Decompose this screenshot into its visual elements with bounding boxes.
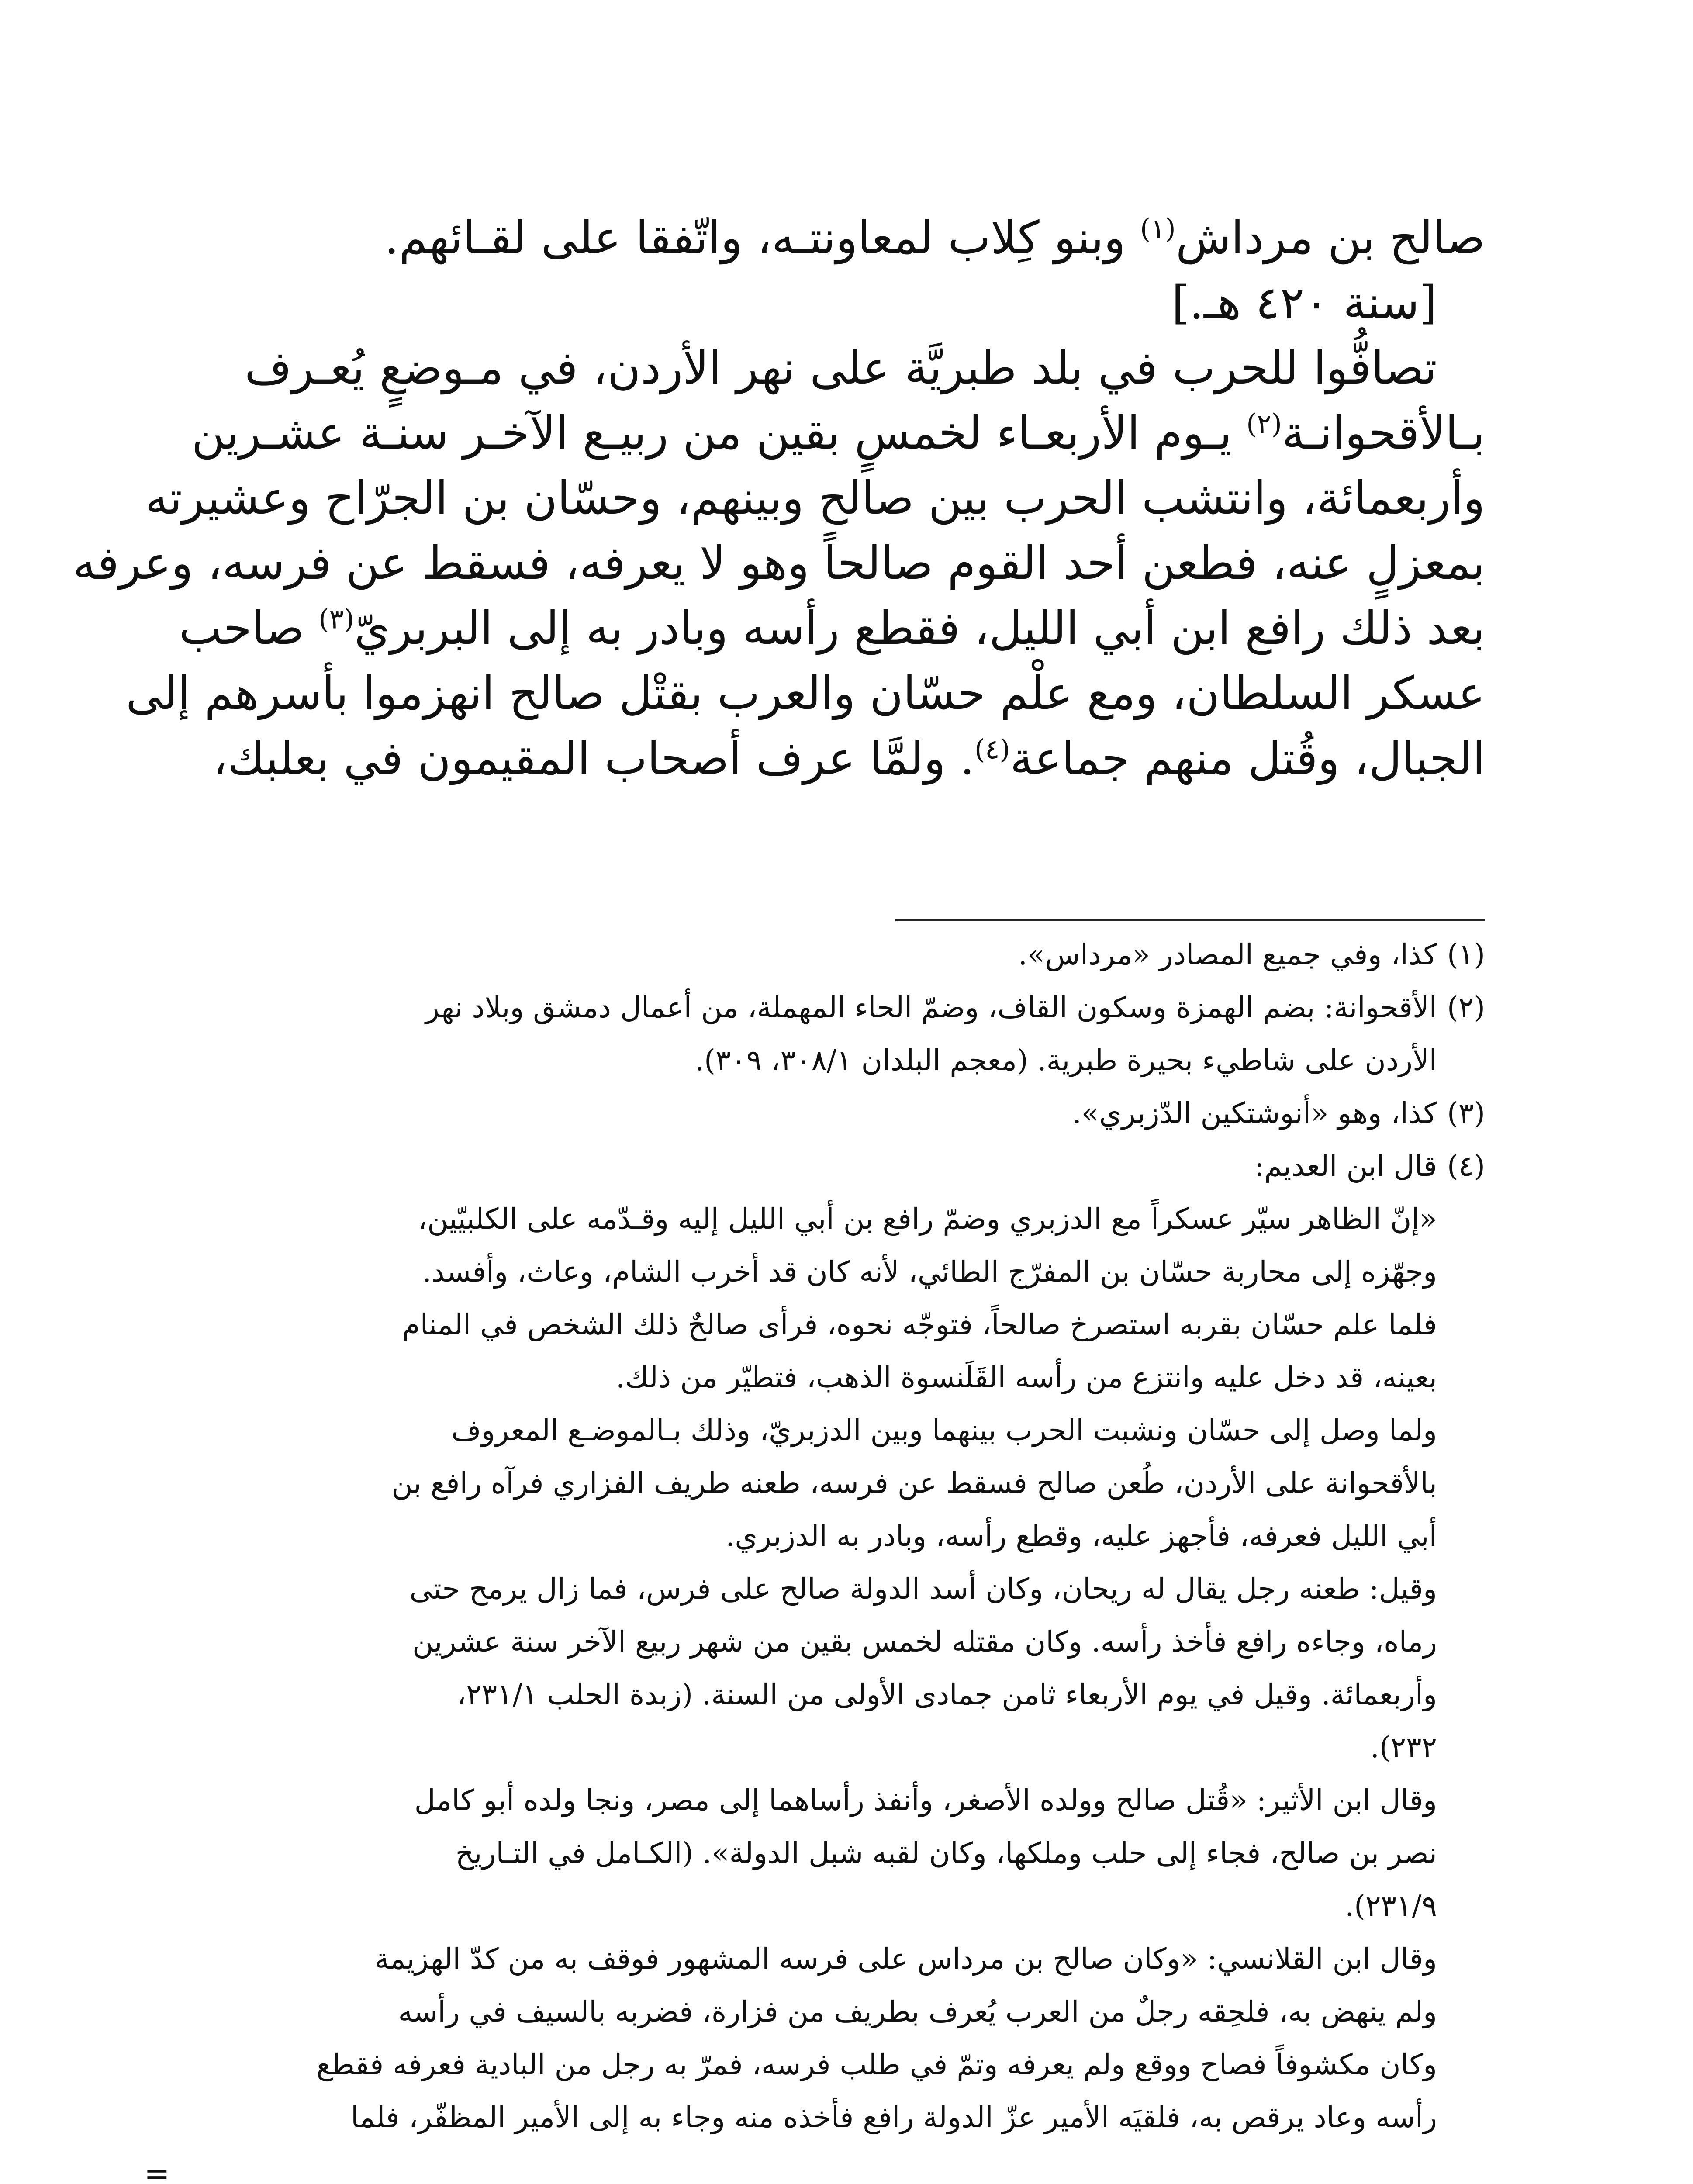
footnote-line: وقيل: طعنه رجل يقال له ريحان، وكان أسد الدولة صالح على فرس، فما زال يرمح حتى — [409, 1572, 1437, 1606]
footnote-line: بعينه، قد دخل عليه وانتزع من رأسه القَلَنسوة الذهب، فتطيّر من ذلك. — [616, 1361, 1437, 1394]
footnote-line: ٢٣٢). — [1370, 1731, 1437, 1764]
footnote-line: «إنّ الظاهر سيّر عسكراً مع الدزبري وضمّ رافع بن أبي الليل إليه وقـدّمه على الكلبيّين، — [418, 1202, 1437, 1236]
footnote-4 — [245, 1140, 1485, 2144]
footnote-line: وكان مكشوفاً فصاح ووقع ولم يعرفه وتمّ في طلب فرسه، فمرّ به رجل من البادية فعرفه فقطع — [316, 2048, 1437, 2081]
footnote-line: كذا، وفي جميع المصادر «مرداس». — [1018, 938, 1437, 971]
footnote-line: وأربعمائة. وقيل في يوم الأربعاء ثامن جمادى الأولى من السنة. (زبدة الحلب ٢٣١/١، — [456, 1678, 1437, 1711]
main-line-4: بـالأقحوانـة$^{(٢)}$ يـوم الأربعـاء لخمسٍ بقين من ربيـع الآخـر سنـة عشـرين — [191, 406, 1485, 460]
footnote-line: رأسه وعاد يرقص به، فلقيَه الأمير عزّ الدولة رافع فأخذه منه وجاء به إلى الأمير المظفّر، فلما — [351, 2101, 1437, 2134]
footnote-line: نصر بن صالح، فجاء إلى حلب وملكها، وكان لقبه شبل الدولة». (الكـامل في التـاريخ — [455, 1836, 1437, 1870]
footnote-line: قال ابن العديم: — [1254, 1149, 1437, 1183]
footnote-3 — [245, 1087, 1485, 1140]
main-line-7: بعد ذلك رافع ابن أبي الليل، فقطع رأسه وبادر به إلى البربريّ$^{(٣)}$ صاحب — [179, 601, 1485, 655]
footnotes — [245, 928, 1485, 2144]
footnote-line: وقال ابن الأثير: «قُتل صالح وولده الأصغر، وأنفذ رأساهما إلى مصر، ونجا ولده أبو كامل — [414, 1783, 1437, 1817]
main-line-5: وأربعمائة، وانتشب الحرب بين صالح وبينهم، وحسّان بن الجرّاح وعشيرته — [145, 471, 1485, 525]
main-text — [73, 205, 1485, 791]
main-line-6: بمعزلٍ عنه، فطعن أحد القوم صالحاً وهو لا يعرفه، فسقط عن فرسه، وعرفه — [73, 536, 1485, 590]
main-line-1: صالح بن مرداش$^{(١)}$ وبنو كِلاب لمعاونتـه، واتّفقا على لقـائهم. — [384, 211, 1485, 264]
footnote-1 — [245, 928, 1485, 981]
footnote-line: فلما علم حسّان بقربه استصرخ صالحاً، فتوجّه نحوه، فرأى صالحٌ ذلك الشخص في المنام — [402, 1308, 1437, 1341]
footnote-number: (٣) — [1447, 1096, 1485, 1130]
footnote-line: الأقحوانة: بضم الهمزة وسكون القاف، وضمّ الحاء المهملة، من أعمال دمشق وبلاد نهر — [425, 991, 1437, 1024]
footnote-line: ولما وصل إلى حسّان ونشبت الحرب بينهما وبين الدزبريّ، وذلك بـالموضـع المعروف — [451, 1413, 1437, 1447]
footnote-number: (٢) — [1447, 991, 1485, 1024]
footnote-number: (١) — [1447, 938, 1485, 971]
main-line-9: الجبال، وقُتل منهم جماعة$^{(٤)}$. ولمَّا عرف أصحاب المقيمون في بعلبك، — [213, 732, 1485, 785]
footnote-line: أبي الليل فعرفه، فأجهز عليه، وقطع رأسه، وبادر به الدزبري. — [726, 1519, 1437, 1553]
footnote-line: رماه، وجاءه رافع فأخذ رأسه. وكان مقتله لخمس بقين من شهر ربيع الآخر سنة عشرين — [412, 1625, 1437, 1659]
main-line-3: تصافُّوا للحرب في بلد طبريَّة على نهر الأردن، في مـوضعٍ يُعـرف — [245, 341, 1437, 394]
footnote-number: (٤) — [1447, 1149, 1485, 1183]
footnote-line: بالأقحوانة على الأردن، طُعن صالح فسقط عن فرسه، طعنه طريف الفزاري فرآه رافع بن — [391, 1466, 1437, 1500]
footnote-line: ٢٣١/٩). — [1345, 1889, 1437, 1923]
footnote-2 — [245, 981, 1485, 1087]
footnote-separator — [895, 919, 1485, 921]
continuation-mark: = — [144, 2156, 170, 2184]
footnote-line: وقال ابن القلانسي: «وكان صالح بن مرداس على فرسه المشهور فوقف به من كدّ الهزيمة — [374, 1942, 1437, 1976]
footnote-line: كذا، وهو «أنوشتكين الدّزبري». — [1072, 1096, 1437, 1130]
footnote-line: وجهّزه إلى محاربة حسّان بن المفرّج الطائي، لأنه كان قد أخرب الشام، وعاث، وأفسد. — [422, 1255, 1437, 1289]
year-heading: [سنة ٤٢٠ هـ.] — [1171, 276, 1437, 329]
main-line-8: عسكر السلطان، ومع علْم حسّان والعرب بقتْل صالح انهزموا بأسرهم إلى — [126, 667, 1485, 720]
footnote-line: ولم ينهض به، فلحِقه رجلٌ من العرب يُعرف بطريف من فزارة، فضربه بالسيف في رأسه — [398, 1995, 1437, 2028]
footnote-line: الأردن على شاطيء بحيرة طبرية. (معجم البلدان ٣٠٨/١، ٣٠٩). — [695, 1044, 1437, 1077]
